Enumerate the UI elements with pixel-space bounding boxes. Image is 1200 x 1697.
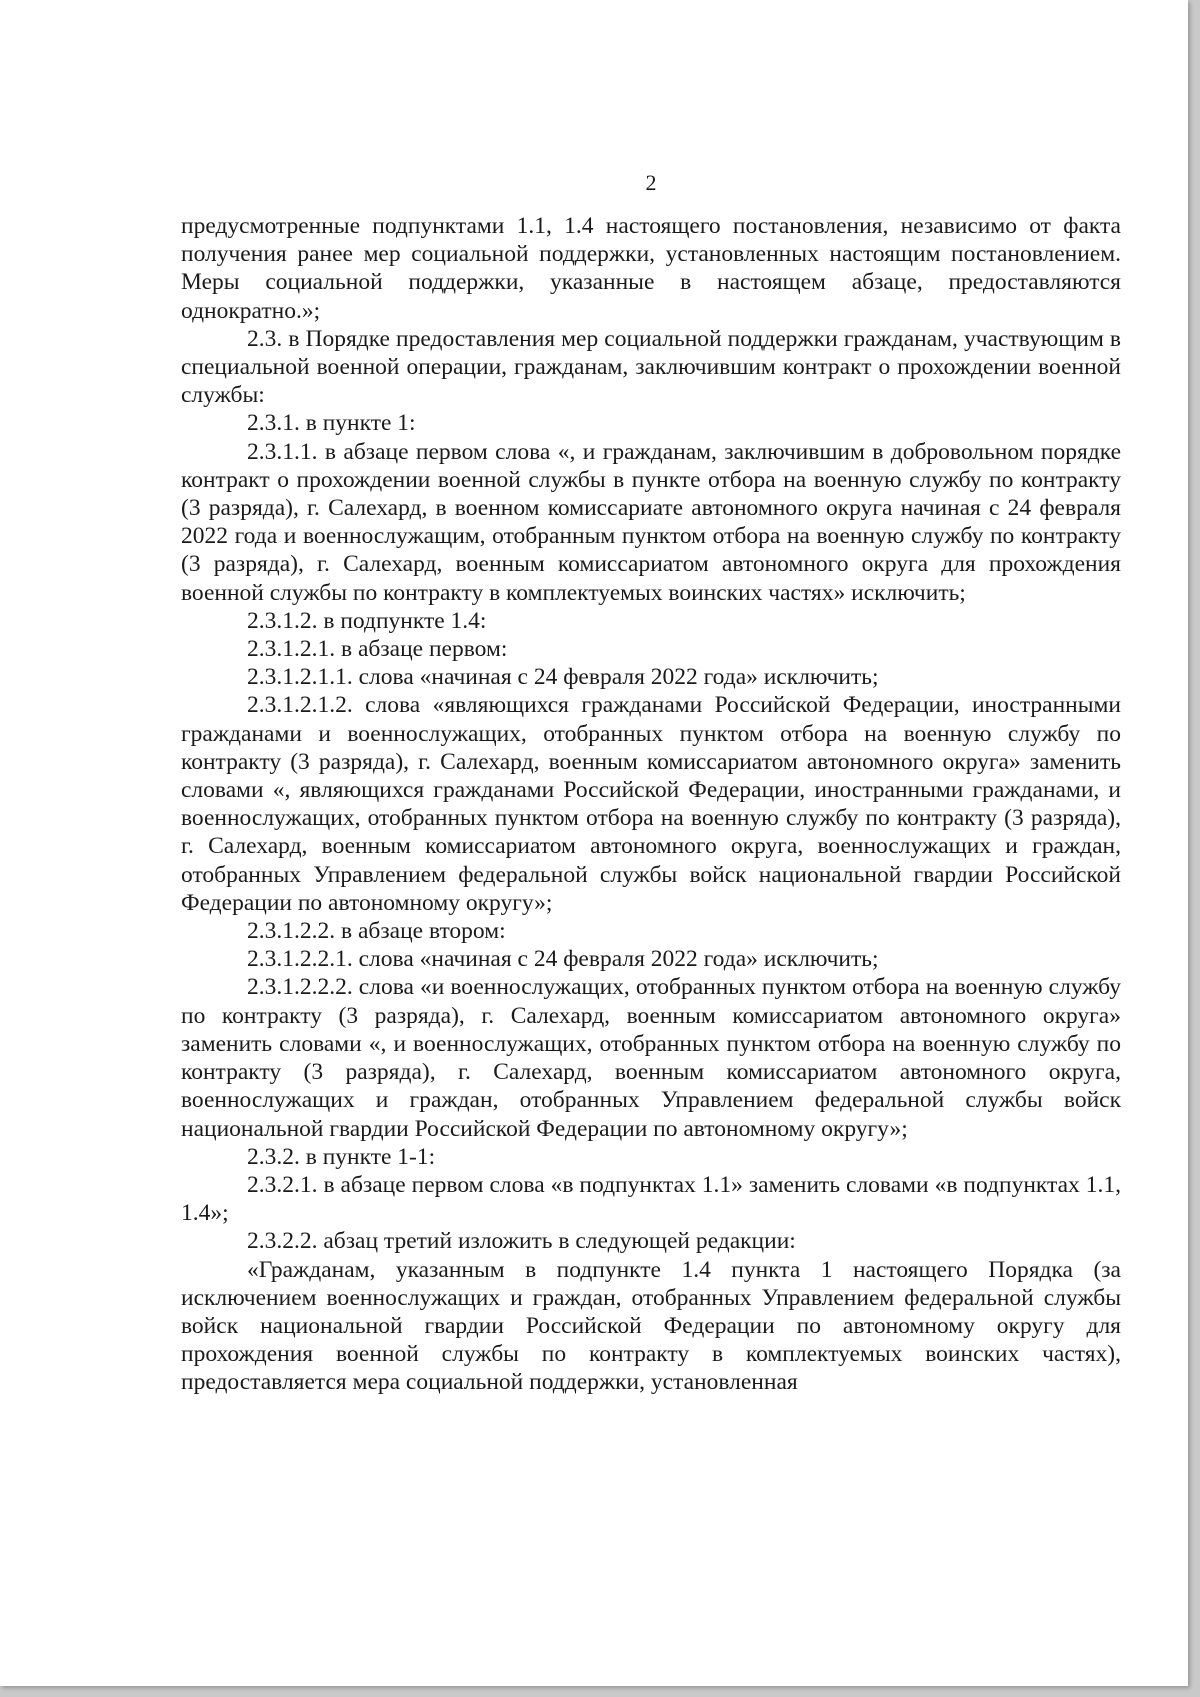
paragraph: 2.3.1.1. в абзаце первом слова «, и гражданам, заключившим в добровольном порядке контракт о прохождении военной службы в пункте отбора на военную службу по контракту (3 разряда), г. Салехард, в военном комиссариате автономного округа начиная с 24 февраля 2022 года и военнослужащим, отобранным пунктом отбора на военную службу по контракту (3 разряда), г. Салехард, военным комиссариатом автономного округа для прохождения военной службы по контракту в комплектуемых воинских частях» исключить; xyxy=(181,438,1121,606)
paragraph: 2.3.1. в пункте 1: xyxy=(247,410,416,437)
paragraph: 2.3.2.2. абзац третий изложить в следующей редакции: xyxy=(247,1228,796,1255)
document-body xyxy=(181,212,1121,1397)
paragraph: 2.3.1.2.2.2. слова «и военнослужащих, отобранных пунктом отбора на военную службу по контракту (3 разряда), г. Салехард, военным комиссариатом автономного округа» заменить словами «, и военнослужащих, отобранных пунктом отбора на военную службу по контракту (3 разряда), г. Салехард, военным комиссариатом автономного округа, военнослужащих и граждан, отобранных Управлением федеральной службы войск национальной гвардии Российской Федерации по автономному округу»; xyxy=(181,974,1121,1142)
paragraph: 2.3.2. в пункте 1-1: xyxy=(247,1143,436,1170)
paragraph: 2.3.1.2.1.2. слова «являющихся гражданами Российской Федерации, иностранными гражданами и военнослужащих, отобранных пунктом отбора на военную службу по контракту (3 разряда), г. Салехард, военным комиссариатом автономного округа» заменить словами «, являющихся гражданами Российской Федерации, иностранными гражданами, и военнослужащих, отобранных пунктом отбора на военную службу по контракту (3 разряда), г. Салехард, военным комиссариатом автономного округа, военнослужащих и граждан, отобранных Управлением федеральной службы войск национальной гвардии Российской Федерации по автономному округу»; xyxy=(181,692,1121,916)
paragraph: 2.3.1.2.2. в абзаце втором: xyxy=(247,918,506,945)
paragraph: «Гражданам, указанным в подпункте 1.4 пункта 1 настоящего Порядка (за исключением военнослужащих и граждан, отобранных Управлением федеральной службы войск национальной гвардии Российской Федерации по автономному округу для прохождения военной службы по контракту в комплектуемых воинских частях), предоставляется мера социальной поддержки, установленная xyxy=(181,1256,1121,1396)
paragraph: 2.3.1.2.2.1. слова «начиная с 24 февраля 2022 года» исключить; xyxy=(247,946,879,973)
paragraph: 2.3.1.2.1. в абзаце первом: xyxy=(247,636,508,663)
paragraph: 2.3.1.2. в подпункте 1.4: xyxy=(247,607,487,634)
paragraph: предусмотренные подпунктами 1.1, 1.4 настоящего постановления, независимо от факта получения ранее мер социальной поддержки, установленных настоящим постановлением. Меры социальной поддержки, указанные в настоящем абзаце, предоставляются однократно.»; xyxy=(181,213,1121,324)
page-number: 2 xyxy=(645,170,657,195)
paragraph: 2.3.2.1. в абзаце первом слова «в подпунктах 1.1» заменить словами «в подпунктах 1.1, 1.4»; xyxy=(181,1171,1121,1227)
paragraph: 2.3. в Порядке предоставления мер социальной поддержки гражданам, участвующим в специальной военной операции, гражданам, заключившим контракт о прохождении военной службы: xyxy=(181,325,1121,409)
paragraph: 2.3.1.2.1.1. слова «начиная с 24 февраля 2022 года» исключить; xyxy=(247,664,879,691)
